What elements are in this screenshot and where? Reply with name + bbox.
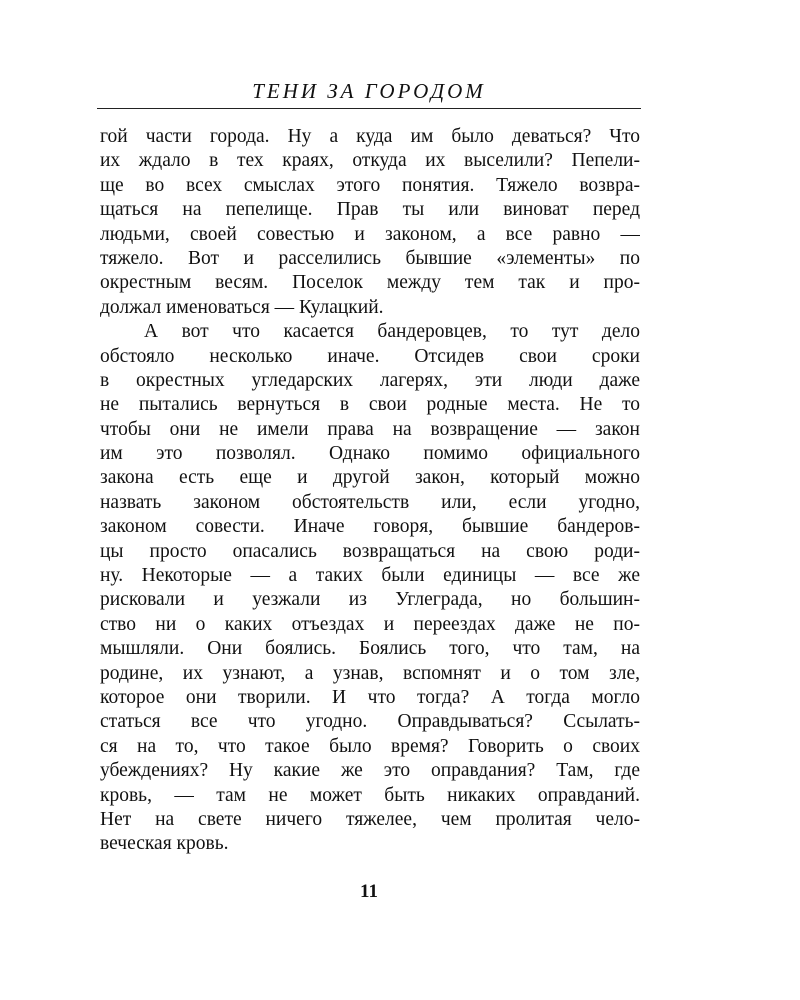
text-line: закона есть еще и другой закон, который можно bbox=[100, 467, 640, 489]
text-line: обстояло несколько иначе. Отсидев свои сроки bbox=[100, 345, 640, 367]
text-line: щаться на пепелище. Прав ты или виноват перед bbox=[100, 199, 640, 221]
text-line: ся на то, что такое было время? Говорить о своих bbox=[100, 735, 640, 757]
text-line: им это позволял. Однако помимо официального bbox=[100, 443, 640, 465]
text-line: статься все что угодно. Оправдываться? Ссылать- bbox=[100, 711, 640, 733]
text-line: Нет на свете ничего тяжелее, чем пролитая чело- bbox=[100, 808, 640, 830]
header-rule bbox=[97, 108, 641, 109]
paragraph-first-line: А вот что касается бандеровцев, то тут дело bbox=[144, 321, 640, 343]
text-line: тяжело. Вот и расселились бывшие «элементы» по bbox=[100, 247, 640, 269]
text-line: в окрестных угледарских лагерях, эти люди даже bbox=[100, 369, 640, 391]
text-line: рисковали и уезжали из Углеграда, но большин- bbox=[100, 589, 640, 611]
text-line: гой части города. Ну а куда им было деваться? Что bbox=[100, 126, 640, 147]
text-line: ство ни о каких отъездах и переездах даже не по- bbox=[100, 613, 640, 635]
page-number: 11 bbox=[360, 881, 378, 902]
text-line: людьми, своей совестью и законом, а все равно — bbox=[100, 223, 640, 245]
text-line: которое они творили. И что тогда? А тогда могло bbox=[100, 686, 640, 708]
text-line: убеждениях? Ну какие же это оправдания? Там, где bbox=[100, 760, 640, 782]
running-title: ТЕНИ ЗА ГОРОДОМ bbox=[252, 79, 486, 103]
text-line: веческая кровь. bbox=[100, 833, 229, 855]
text-line: законом совести. Иначе говоря, бывшие бандеров- bbox=[100, 516, 640, 538]
text-line: цы просто опасались возвращаться на свою роди- bbox=[100, 540, 640, 562]
text-line: ще во всех смыслах этого понятия. Тяжело возвра- bbox=[100, 174, 640, 196]
body-text bbox=[100, 125, 640, 857]
text-line: не пытались вернуться в свои родные места. Не то bbox=[100, 394, 640, 416]
text-line: назвать законом обстоятельств или, если угодно, bbox=[100, 491, 640, 513]
text-line: мышляли. Они боялись. Боялись того, что там, на bbox=[100, 638, 640, 660]
text-line: чтобы они не имели права на возвращение — закон bbox=[100, 418, 640, 440]
text-line: ну. Некоторые — а таких были единицы — все же bbox=[100, 565, 640, 587]
text-line: окрестным весям. Поселок между тем так и про- bbox=[100, 272, 640, 294]
text-line: должал именоваться — Кулацкий. bbox=[100, 296, 384, 318]
text-line: родине, их узнают, а узнав, вспомнят и о том зле, bbox=[100, 662, 640, 684]
text-line: их ждало в тех краях, откуда их выселили? Пепели- bbox=[100, 150, 640, 172]
text-line: кровь, — там не может быть никаких оправданий. bbox=[100, 784, 640, 806]
